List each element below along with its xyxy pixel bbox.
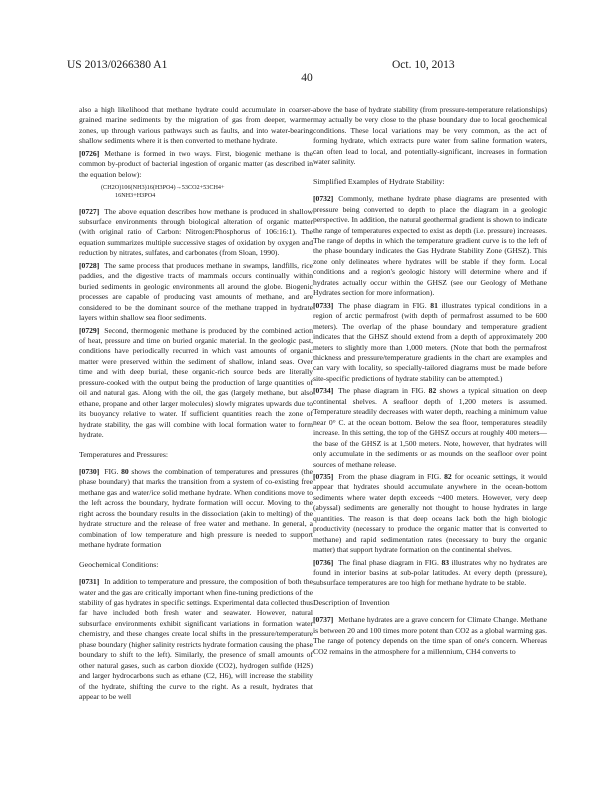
paragraph-id: [0726]	[79, 148, 100, 158]
paragraph-continuation: above the base of hydrate stability (from pressure-temperature relationships) may actually be very close to the phase boundary due to local geochemical conditions. These local variations may be very common, as the act of forming hydrate, which extracts pure water from saline formation waters, can often lead to local, and potentially-significant, increases in formation water salinity.	[313, 105, 547, 167]
paragraph-0729	[79, 326, 313, 441]
figure-ref-prefix: FIG.	[104, 467, 119, 476]
figure-ref-prefix: The phase diagram in FIG.	[338, 300, 427, 310]
paragraph-id: [0727]	[79, 206, 100, 216]
page-number: 40	[301, 72, 313, 84]
figure-ref-prefix: From the phase diagram in FIG.	[338, 471, 442, 481]
paragraph-0736	[313, 558, 547, 589]
figure-ref-prefix: The phase diagram in FIG.	[338, 386, 426, 396]
paragraph-0732	[313, 194, 547, 299]
section-heading-geochemical: Geochemical Conditions:	[79, 559, 159, 569]
figure-number: 82	[428, 386, 437, 396]
paragraph-text: illustrates typical conditions in a region of arctic permafrost (with depth of permafrost assumed to be 600 meters). The overlap of the phase boundary and temperature gradient indicates that the GHSZ should extend from a depth of approximately 200 meters to slightly more than 1,000 meters. (Note that both the permafrost thickness and pressure/temperature gradients in the chart are examples and can vary with locality, so specially-tailored diagrams must be made before site-specific predictions of hydrate stability can be attempted.)	[313, 300, 547, 383]
paragraph-id: [0735]	[313, 471, 334, 481]
figure-number: 80	[121, 467, 129, 476]
paragraph-0731	[79, 577, 313, 702]
paragraph-0727	[79, 207, 313, 259]
paragraph-0737	[313, 615, 547, 657]
paragraph-continuation: also a high likelihood that methane hydrate could accumulate in coarser-grained marine sediments by the migration of gas from deeper, warmer zones, up through various pathways such as faults, and into water-bearing shallow sediments where it is then converted to methane hydrate.	[79, 105, 313, 146]
paragraph-0733	[313, 301, 547, 385]
figure-number: 83	[441, 557, 450, 567]
figure-number: 81	[430, 300, 438, 310]
paragraph-text: shows the combination of temperatures and pressures (the phase boundary) that marks the transition from a system of co-existing free methane gas and water/ice solid methane hydrate. When conditions move to the left across the boundary, hydrate formation will occur. Moving to the right across the boundary results in the dissociation (akin to melting) of the hydrate structure and the release of free water and methane. In general, a combination of low temperature and high pressure is needed to support methane hydrate formation	[79, 467, 314, 550]
paragraph-0728	[79, 261, 313, 324]
paragraph-text: Methane is formed in two ways. First, biogenic methane is the common by-product of bacterial ingestion of organic matter (as described in the equation below):	[79, 148, 313, 179]
section-heading-examples: Simplified Examples of Hydrate Stability:	[313, 176, 445, 186]
paragraph-text: Methane hydrates are a grave concern for Climate Change. Methane is between 20 and 100 times more potent than CO2 as a global warming gas. The range of potency depends on the time span of one's concern. Whereas CO2 remains in the atmosphere for a millennium, CH4 converts to	[313, 615, 547, 656]
header-date: Oct. 10, 2013	[392, 59, 455, 71]
paragraph-text: illustrates why no hydrates are found in interior basins at sub-polar latitudes. At every depth (pressure), subsurface temperatures are too high for methane hydrate to be stable.	[313, 557, 547, 588]
paragraph-0735	[313, 472, 547, 556]
paragraph-0730	[79, 467, 313, 551]
paragraph-text: The same process that produces methane in swamps, landfills, rice paddies, and the digestive tracts of mammals occurs continually within buried sediments in geologic environments all around the globe. Biogenic processes are capable of producing vast amounts of methane, and are considered to be the dominant source of the methane trapped in hydrate layers within shallow sea floor sediments.	[79, 260, 313, 323]
paragraph-text: In addition to temperature and pressure, the composition of both the water and the gas are critically important when fine-tuning predictions of the stability of gas hydrates in specific settings. Experimental data collected thus far have included both fresh water and seawater. However, natural subsurface environments exhibit significant variations in formation water chemistry, and these changes create local shifts in the pressure/temperature phase boundary (higher salinity restricts hydrate formation causing the phase boundary to shift to the left). Similarly, the presence of small amounts of other natural gases, such as carbon dioxide (CO2), hydrogen sulfide (H2S) and larger hydrocarbons such as ethane (C2, H6), will increase the stability of the hydrate, shifting the curve to the right. As a result, hydrates that appear to be well	[79, 577, 313, 702]
paragraph-id: [0731]	[79, 577, 100, 587]
header-publication-number: US 2013/0266380 A1	[67, 59, 168, 71]
paragraph-id: [0728]	[79, 260, 100, 270]
paragraph-id: [0733]	[313, 300, 334, 310]
paragraph-0726	[79, 149, 313, 180]
paragraph-id: [0736]	[313, 557, 334, 567]
section-heading-invention: Description of Invention	[313, 597, 390, 607]
equation-line-1: (CH2O)106(NH3)16(H3PO4)→53CO2+53CH4+	[101, 184, 225, 192]
paragraph-text: Commonly, methane hydrate phase diagrams are presented with pressure being converted to depth to place the diagram in a geologic perspective. In addition, the natural geothermal gradient is shown to indicate the range of temperatures expected to exist as depth (i.e. pressure) increases. The range of depths in which the temperature gradient curve is to the left of the phase boundary indicates the Gas Hydrate Stability Zone (GHSZ). This zone only delineates where hydrates will be stable if they form. Local conditions and a region's geologic history will determine where and if hydrates actually occur within the GHSZ (see our Geology of Methane Hydrates section for more information).	[313, 194, 547, 298]
chemical-equation	[101, 184, 313, 200]
paragraph-text: The above equation describes how methane is produced in shallow subsurface environments through biological alteration of organic matter (with original ratio of Carbon: Nitrogen:Phosphorus of 106:16:1). The equation summarizes multiple successive stages of oxidation by oxygen and reduction by nitrates, sulfates, and carbonates (from Sloan, 1990).	[79, 206, 313, 258]
paragraph-text: shows a typical situation on deep continental shelves. A seafloor depth of 1,200 meters is assumed. Temperature steadily decreases with water depth, reaching a minimum value near 0° C. at the ocean bottom. Below the sea floor, temperatures steadily increase. In this setting, the top of the GHSZ occurs at roughly 400 meters—the base of the GHSZ is at 1,500 meters. Note, however, that hydrates will only accumulate in the sediments or as mounds on the seafloor over point sources of methane release.	[313, 386, 547, 469]
paragraph-id: [0732]	[313, 194, 334, 204]
figure-number: 82	[444, 471, 452, 481]
paragraph-text: Second, thermogenic methane is produced by the combined action of heat, pressure and time on buried organic material. In the geologic past, conditions have periodically recurred in which vast amounts of organic matter were preserved within the sediment of shallow, inland seas. Over time and with deep burial, these organic-rich source beds are literally pressure-cooked with the output being the production of large quantities of oil and natural gas. Along with the oil, the gas (largely methane, but also ethane, propane and other larger molecules) slowly migrates upwards due to its buoyancy relative to water. If sufficient quantities reach the zone of hydrate stability, the gas will combine with local formation water to form hydrate.	[79, 325, 313, 440]
paragraph-id: [0734]	[313, 386, 334, 396]
paragraph-id: [0737]	[313, 615, 334, 625]
paragraph-id: [0729]	[79, 325, 100, 335]
equation-line-2: 16NH3+H3PO4	[115, 192, 156, 200]
left-column	[79, 105, 313, 705]
right-column	[313, 105, 547, 659]
section-heading-temperatures: Temperatures and Pressures:	[79, 449, 169, 459]
paragraph-text: for oceanic settings, it would appear that hydrates should accumulate anywhere in the ocean-bottom sediments where water depth exceeds ~400 meters. However, very deep (abyssal) sediments are generally not thought to house hydrates in large quantities. The reason is that deep oceans lack both the high biologic productivity (necessary to produce the organic matter that is converted to methane) and rapid sedimentation rates (necessary to bury the organic matter) that support hydrate formation on the continental shelves.	[313, 471, 548, 555]
paragraph-0734	[313, 386, 547, 470]
paragraph-id: [0730]	[79, 467, 100, 476]
figure-ref-prefix: The final phase diagram in FIG.	[338, 557, 439, 567]
